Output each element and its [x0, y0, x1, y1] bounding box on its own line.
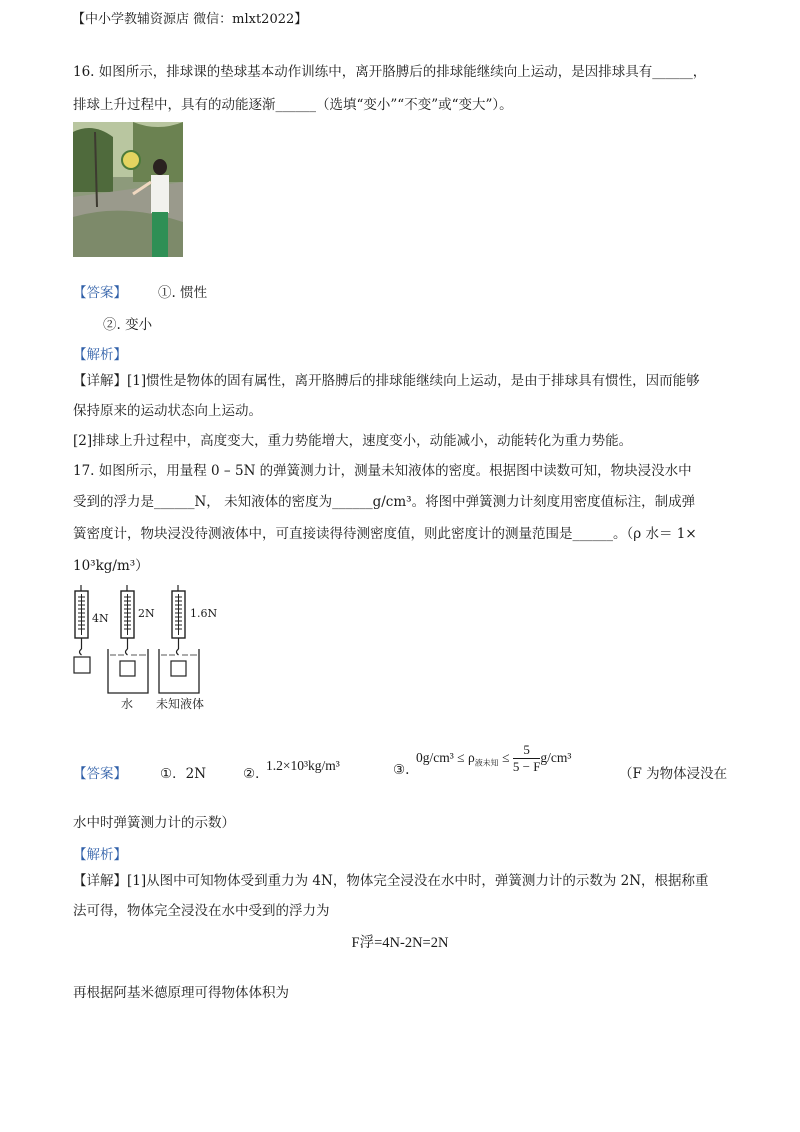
spring-scale-1 [74, 585, 90, 673]
label-unknown-liquid: 未知液体 [156, 697, 205, 711]
spring-scale-figure [70, 585, 230, 715]
formula-le: ≤ [498, 750, 513, 765]
q16-text-line2: 排球上升过程中，具有的动能逐渐______（选填“变小”“不变”或“变大”）。 [73, 97, 513, 113]
q17-answer-3-note2: 水中时弹簧测力计的示数） [73, 815, 235, 831]
spring-scale-3 [159, 585, 199, 693]
q17-answer-3-formula [416, 742, 571, 780]
fraction-denominator: 5 − F [512, 759, 541, 775]
q17-answer-3-note: （F 为物体浸没在 [619, 766, 728, 782]
buoyancy-equation: F浮=4N-2N=2N [351, 935, 449, 951]
q17-analysis-tag: 【解析】 [73, 847, 127, 863]
q16-detail-line2: 保持原来的运动状态向上运动。 [73, 403, 262, 419]
q17-detail-line1: 【详解】[1]从图中可知物体受到重力为 4N，物体完全浸没在水中时，弹簧测力计的示数为 2N，根据称重 [73, 873, 709, 889]
q17-detail-line2: 法可得，物体完全浸没在水中受到的浮力为 [73, 903, 330, 919]
q17-answer-2: 1.2×10³kg/m³ [266, 758, 340, 773]
volleyball-photo [73, 122, 183, 257]
q17-answer-tag: 【答案】 [73, 766, 127, 782]
q17-answer-2-prefix: ②． [243, 766, 269, 782]
q16-answer-1: ①. 惯性 [158, 285, 208, 301]
q17-answer-3-prefix: ③. [393, 762, 410, 778]
formula-left: 0g/cm³ ≤ ρ [416, 750, 475, 765]
q16-answer-tag: 【答案】 [73, 285, 127, 301]
reading-label-2: 2N [138, 607, 155, 620]
fraction-numerator: 5 [513, 742, 541, 759]
q17-answer-1: ①．2N [160, 766, 207, 782]
q17-text-line3: 簧密度计，物块浸没待测液体中，可直接读得待测密度值，则此密度计的测量范围是______。（ρ 水＝ 1× [73, 526, 697, 542]
reading-label-3: 1.6N [190, 607, 218, 620]
q17-text-line2: 受到的浮力是______N， 未知液体的密度为______g/cm³。将图中弹簧测力计刻度用密度值标注，制成弹 [73, 494, 696, 510]
q16-answer-2: ②. 变小 [103, 317, 153, 333]
q16-analysis-tag: 【解析】 [73, 347, 127, 363]
formula-subscript: 液未知 [474, 758, 499, 768]
spring-scale-2 [108, 585, 148, 693]
q16-detail-line1: 【详解】[1]惯性是物体的固有属性，离开胳膊后的排球能继续向上运动，是由于排球具有惯性，因而能够 [73, 373, 700, 389]
formula-fraction [513, 742, 541, 775]
q17-text-line1: 17. 如图所示，用量程 0 – 5N 的弹簧测力计，测量未知液体的密度。根据图中读数可知，物块浸没水中 [73, 463, 692, 479]
page-header: 【中小学教辅资源店 微信：mlxt2022】 [72, 12, 308, 27]
formula-unit: g/cm³ [540, 750, 572, 765]
reading-label-1: 4N [92, 612, 109, 625]
q16-detail-line3: [2]排球上升过程中，高度变大，重力势能增大，速度变小，动能减小，动能转化为重力势能。 [73, 433, 633, 449]
label-water: 水 [121, 697, 134, 711]
q17-detail-line3: 再根据阿基米德原理可得物体体积为 [73, 985, 289, 1001]
q16-text-line1: 16. 如图所示，排球课的垫球基本动作训练中，离开胳膊后的排球能继续向上运动，是因排球具有______， [73, 64, 707, 80]
q17-text-line4: 10³kg/m³） [73, 558, 149, 574]
